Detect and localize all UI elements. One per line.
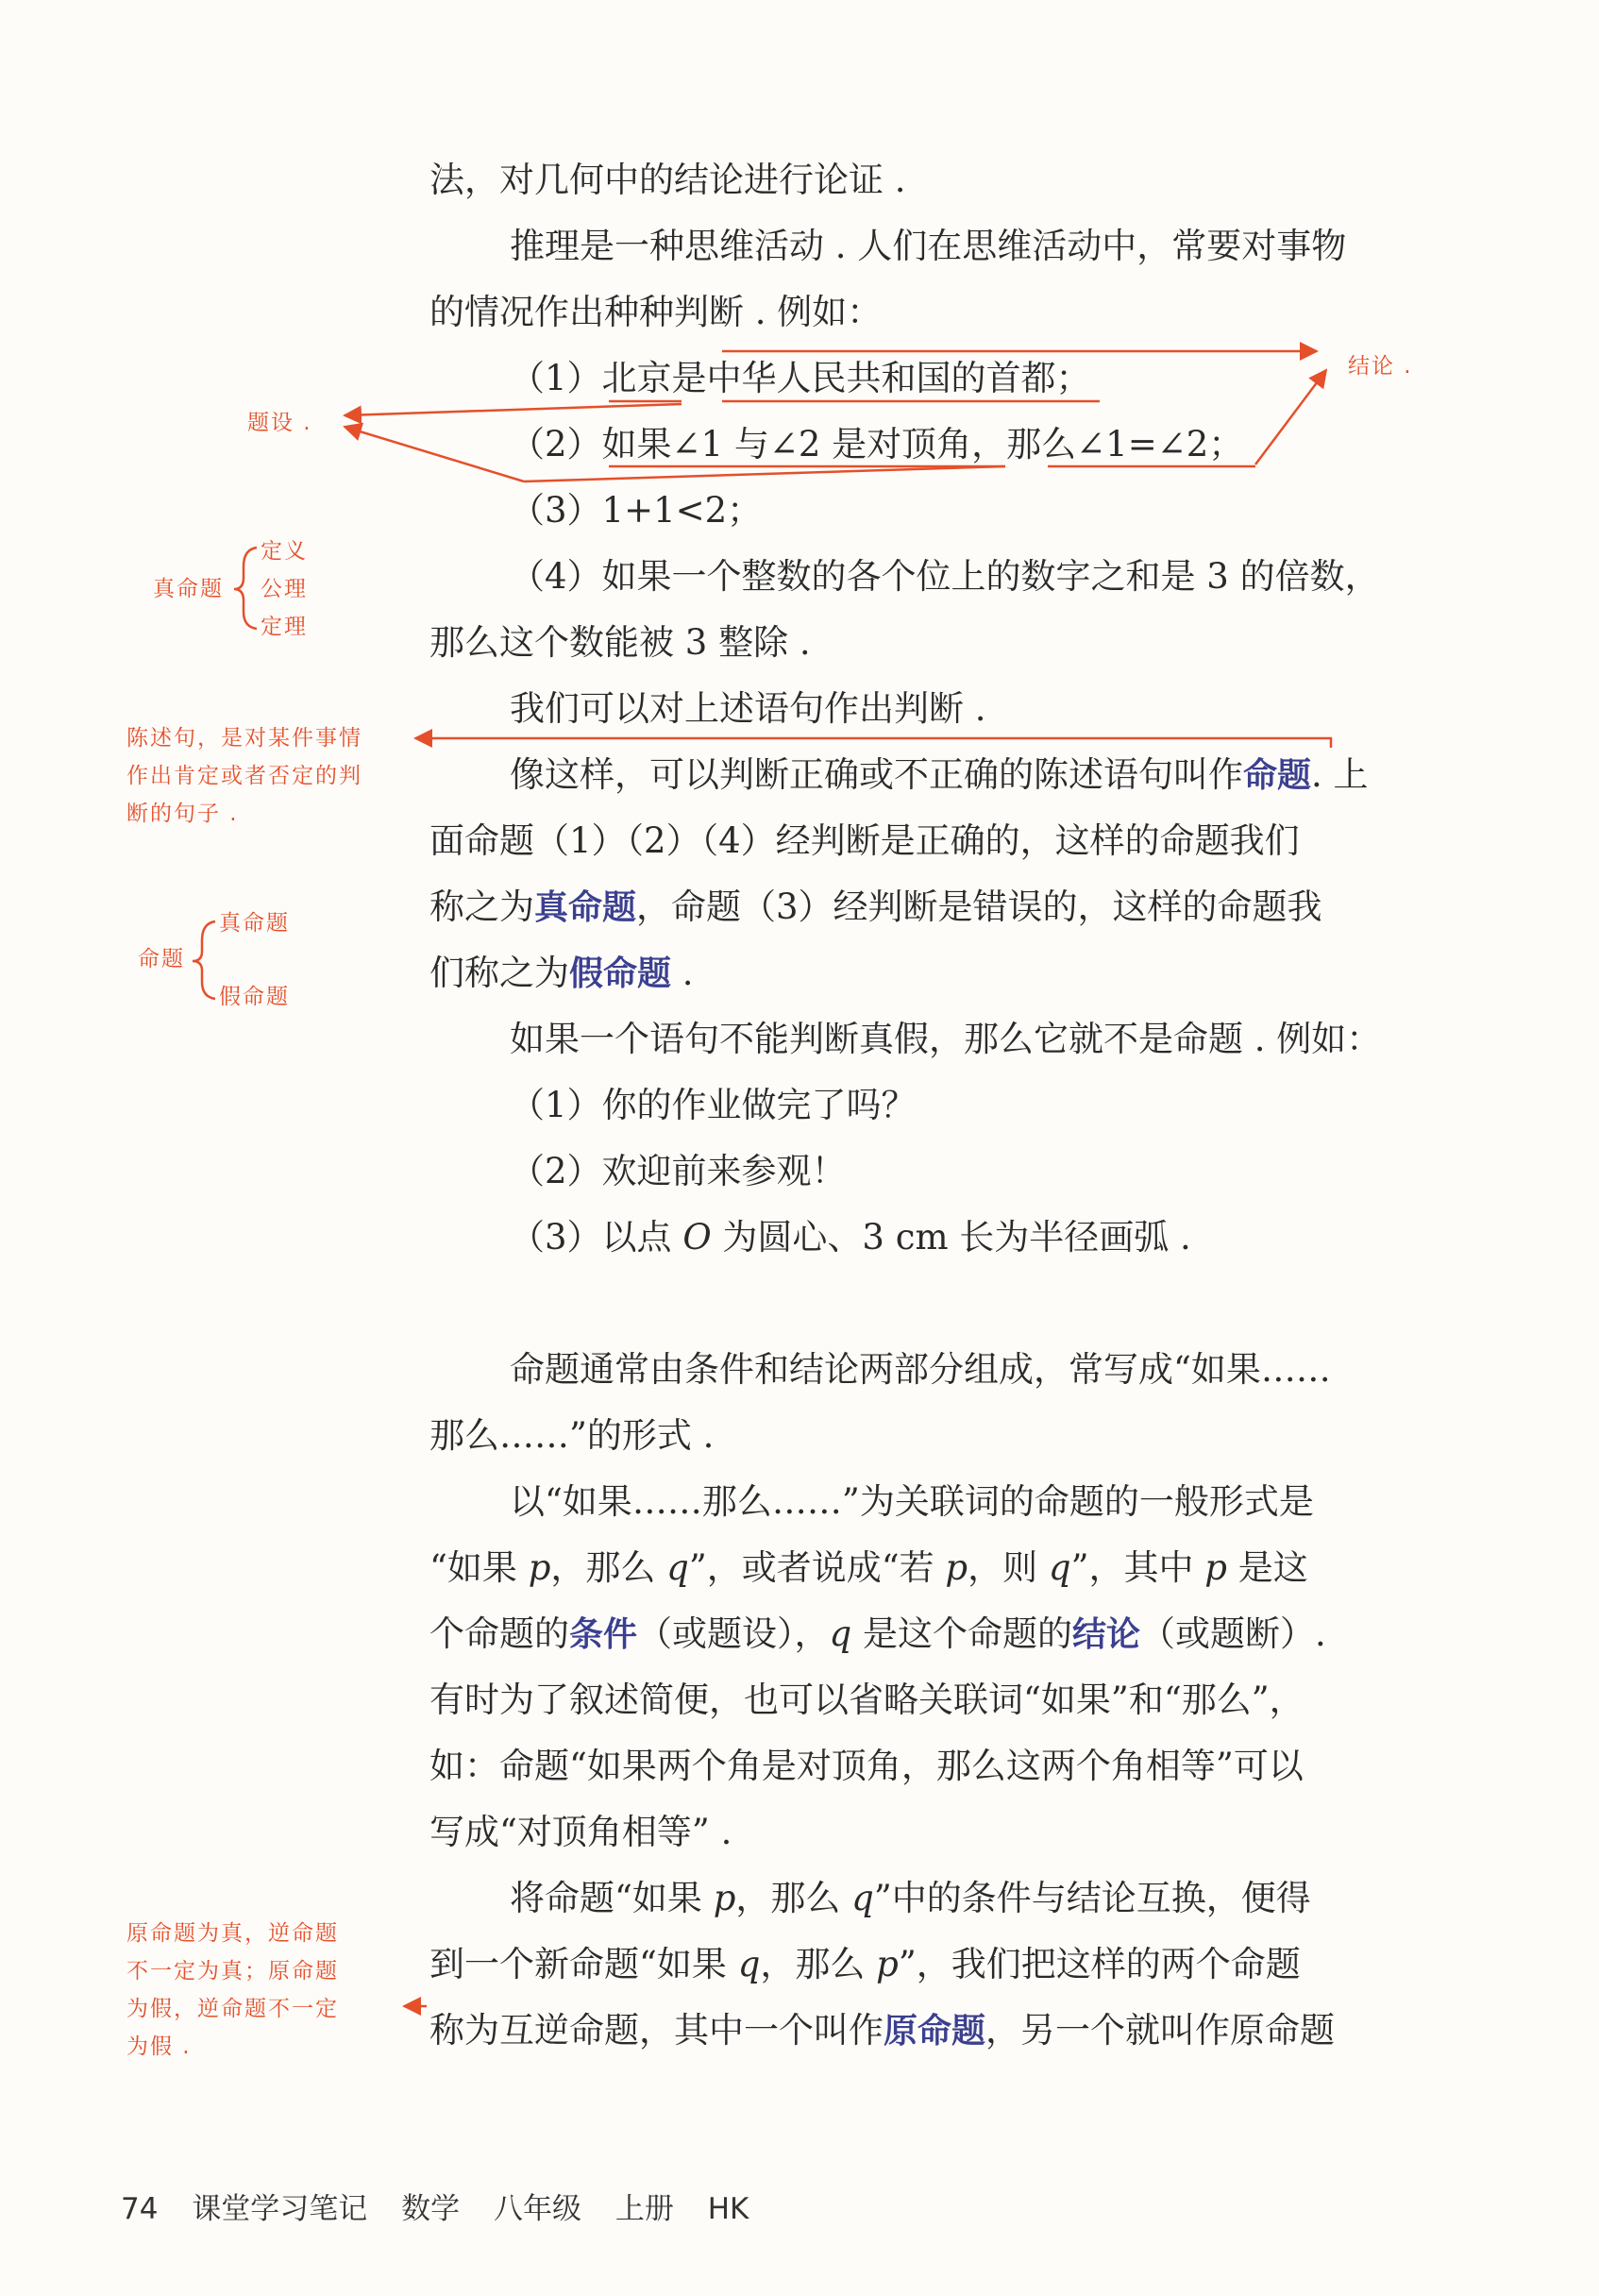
text-line: 那么……”的形式 . [429,1415,715,1456]
note-declarative: 陈述句，是对某件事情 [126,726,362,751]
text-line: （1）北京是中华人民共和国的首都； [510,358,1091,398]
text: ”，我们把这样的两个命题 [898,1944,1301,1984]
text-line [510,1875,1311,1922]
math-var: q [851,1878,874,1918]
text-line: 写成“对顶角相等” . [429,1812,732,1852]
text: . 上 [1311,754,1369,795]
note-converse: 为假 . [126,2034,192,2059]
note-converse: 原命题为真，逆命题 [126,1921,339,1946]
text: ”，或者说成“若 [688,1547,946,1588]
note-converse: 不一定为真；原命题 [126,1959,339,1984]
term-false-proposition: 假命题 [569,954,672,993]
note-proposition-title: 命题 [138,947,185,971]
text-line [429,950,694,998]
text-line [429,2007,1335,2055]
math-var: O [682,1217,712,1258]
text: （或题断）. [1139,1613,1326,1654]
text-line [510,751,1369,800]
math-var: p [713,1878,736,1918]
math-var: q [666,1547,689,1588]
text-line: 那么这个数能被 3 整除 . [429,622,811,663]
math-var: p [528,1547,551,1588]
note-theorem: 定理 [261,615,308,639]
text-line [429,884,1322,932]
text: ，命题（3）经判断是错误的，这样的命题我 [636,886,1322,927]
text-line [429,1545,1308,1592]
text-line [429,1611,1326,1659]
arrow-hypothesis [524,466,1005,481]
text-line: 以“如果……那么……”为关联词的命题的一般形式是 [510,1481,1314,1522]
arrow-conclusion [1255,370,1326,464]
text: ，那么 [760,1944,877,1984]
note-declarative: 作出肯定或者否定的判 [126,764,362,788]
math-var: p [945,1547,968,1588]
edition: HK [707,2192,749,2226]
text: . [671,953,694,993]
text: ，则 [968,1547,1049,1588]
arrow-hypothesis [345,427,524,481]
text: （3）以点 [510,1217,683,1258]
term-original-proposition: 原命题 [884,2012,986,2051]
note-false-proposition: 假命题 [219,985,290,1009]
term-conclusion: 结论 [1071,1615,1140,1654]
brace-true-proposition [234,548,257,629]
text: 是这 [1226,1547,1308,1588]
note-conclusion: 结论 . [1348,354,1413,379]
text: ，那么 [550,1547,667,1588]
math-var: p [1204,1547,1227,1588]
term-condition: 条件 [569,1615,638,1654]
text-line: 面命题（1）（2）（4）经判断是正确的，这样的命题我们 [429,820,1300,861]
note-converse: 为假，逆命题不一定 [126,1997,339,2021]
text: （或题设）， [637,1613,830,1654]
text: 是这个命题的 [851,1613,1072,1654]
text-line: （3）1+1<2； [510,490,763,531]
math-var: q [829,1613,852,1654]
note-definition: 定义 [261,539,308,564]
note-true-proposition-title: 真命题 [153,577,224,601]
note-hypothesis: 题设 . [247,411,312,435]
math-var: p [876,1944,899,1984]
text: 为圆心、3 cm 长为半径画弧 . [711,1217,1191,1258]
arrow-declarative [415,738,1331,748]
text-line: （1）你的作业做完了吗？ [510,1085,917,1125]
brace-proposition [193,921,215,999]
text-line: 我们可以对上述语句作出判断 . [510,688,986,729]
text: 将命题“如果 [510,1878,714,1918]
text: 像这样，可以判断正确或不正确的陈述语句叫作 [510,754,1243,795]
text: 们称之为 [429,953,569,993]
text-line: （2）如果∠1 与∠2 是对顶角，那么∠1=∠2； [510,424,1244,464]
volume: 上册 [614,2192,674,2226]
note-declarative: 断的句子 . [126,802,239,826]
book-title: 课堂学习笔记 [192,2192,368,2226]
term-proposition: 命题 [1243,756,1312,795]
text: 到一个新命题“如果 [429,1944,738,1984]
text-line: 如：命题“如果两个角是对顶角，那么这两个角相等”可以 [429,1746,1304,1786]
math-var: q [1048,1547,1071,1588]
term-true-proposition: 真命题 [534,888,637,927]
page-number: 74 [121,2192,159,2226]
note-true-proposition: 真命题 [219,911,290,936]
text-line [429,1941,1301,1988]
text-line: 如果一个语句不能判断真假，那么它就不是命题 . 例如： [510,1019,1382,1059]
text-line: （2）欢迎前来参观！ [510,1151,847,1191]
text-line: （4）如果一个整数的各个位上的数字之和是 3 的倍数， [510,556,1380,597]
text-line: 有时为了叙述简便，也可以省略关联词“如果”和“那么”， [429,1680,1304,1720]
text: 称为互逆命题，其中一个叫作 [429,2010,884,2051]
grade: 八年级 [494,2192,582,2226]
text-line: 的情况作出种种判断 . 例如： [429,292,883,332]
text: 称之为 [429,886,534,927]
text-line: 推理是一种思维活动 . 人们在思维活动中，常要对事物 [510,226,1347,266]
text: ，那么 [735,1878,852,1918]
arrow-hypothesis [345,404,682,415]
text: ”中的条件与结论互换，便得 [873,1878,1311,1918]
text: 个命题的 [429,1613,569,1654]
text-line: 法，对几何中的结论进行论证 . [429,160,906,200]
note-axiom: 公理 [261,577,308,601]
text: ，另一个就叫作原命题 [985,2010,1336,2051]
math-var: q [737,1944,761,1984]
text-line [510,1214,1191,1261]
text-line: 命题通常由条件和结论两部分组成，常写成“如果…… [510,1349,1331,1390]
page-footer [121,2185,773,2227]
subject: 数学 [401,2192,461,2226]
text: “如果 [429,1547,529,1588]
text: ”，其中 [1070,1547,1205,1588]
